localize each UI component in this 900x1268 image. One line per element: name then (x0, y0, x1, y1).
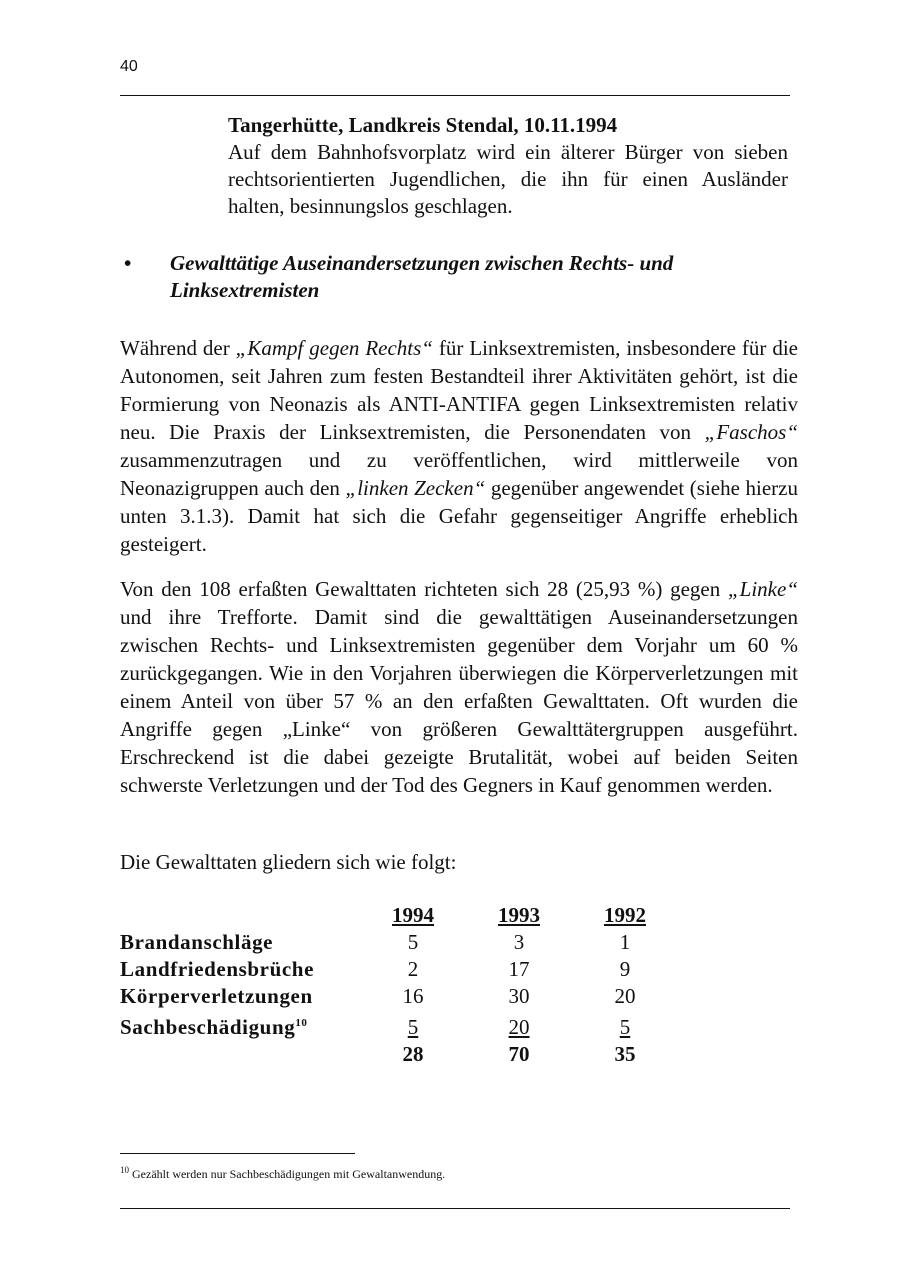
paragraph-2-text-c: und ihre Trefforte. Damit sind die gewalttätigen Auseinandersetzungen zwischen Rechts- und Linksextremisten gegenüber dem Vorjahr um 60 % zurückgegangen. Wie in den Vorjahren überwiegen die Körperverletzungen mit einem Anteil von über 57 % an den erfaßten Gewalttaten. Oft wurden die Angriffe gegen „Linke“ von größeren Gewalttätergruppen ausgeführt. Erschreckend ist die dabei gezeigte Brutalität, wobei auf beiden Seiten schwerste Verletzungen und der Tod des Gegners in Kauf genommen werden. (120, 605, 798, 797)
paragraph-1-text-a: Während der (120, 336, 236, 360)
paragraph-1-text-c: für Linksextremisten, insbesondere für die Autonomen, seit Jahren zum festen Bestandteil ihrer Aktivitäten gehört, ist die Formierung von Neonazis als ANTI-ANTIFA gegen Linksextremisten relativ neu. Die Praxis der Linksextremisten, die Personendaten von (120, 336, 798, 444)
paragraph-3: Die Gewalttaten gliedern sich wie folgt: (120, 850, 457, 874)
table-row (120, 1010, 678, 1041)
total-cell: 70 (508, 1042, 530, 1066)
paragraph-2-text-a: Von den 108 erfaßten Gewalttaten richteten sich 28 (25,93 %) gegen (120, 577, 728, 601)
table-cell (360, 1010, 466, 1041)
event-text: Auf dem Bahnhofsvorplatz wird ein älterer Bürger von sieben rechtsorientierten Jugendlichen, die ihn für einen Ausländer halten, besinnungslos geschlagen. (228, 140, 788, 218)
table-header-empty (120, 902, 360, 929)
footer-rule (120, 1208, 790, 1209)
table-cell: 20 (614, 984, 636, 1008)
table-cell (572, 1010, 678, 1041)
table-cell: 17 (508, 957, 530, 981)
bullet-icon: • (124, 251, 132, 275)
footnote-text: Gezählt werden nur Sachbeschädigungen mit Gewaltanwendung. (132, 1167, 446, 1181)
footnote-marker: 10 (120, 1165, 129, 1175)
page-number: 40 (120, 58, 138, 75)
totals-row (120, 1041, 678, 1068)
total-cell: 35 (614, 1042, 636, 1066)
paragraph-1-text-g: gegenüber angewendet (siehe hierzu unten 3.1.3). Damit hat sich die Gefahr gegenseitiger Angriffe erheblich gesteigert. (120, 476, 798, 556)
paragraph-1 (120, 334, 798, 558)
table-cell: 30 (508, 984, 530, 1008)
footnote-rule (120, 1153, 355, 1154)
quote-faschos: „Faschos“ (704, 420, 798, 444)
quote-linke: „Linke“ (727, 577, 798, 601)
row-label-text: Sachbeschädigung (120, 1015, 296, 1039)
year-header: 1992 (604, 903, 646, 927)
row-label (120, 1010, 360, 1041)
table-cell: 1 (619, 930, 631, 954)
quote-kampf-gegen-rechts: „Kampf gegen Rechts“ (235, 336, 433, 360)
table-cell: 2 (407, 957, 419, 981)
year-header: 1993 (498, 903, 540, 927)
table-row (120, 956, 678, 983)
table-cell-value: 5 (407, 1015, 419, 1039)
table-header-row (120, 902, 678, 929)
section-heading: Gewalttätige Auseinandersetzungen zwischen Rechts- und Linksextremisten (170, 251, 674, 302)
table-row (120, 929, 678, 956)
event-entry (228, 112, 788, 220)
row-label: Körperverletzungen (120, 984, 313, 1008)
table-cell-value: 5 (619, 1015, 631, 1039)
year-header: 1994 (392, 903, 434, 927)
table-row (120, 983, 678, 1010)
table-cell-value: 20 (508, 1015, 530, 1039)
table-cell: 5 (407, 930, 419, 954)
row-label: Brandanschläge (120, 930, 274, 954)
totals-label-empty (120, 1041, 360, 1068)
paragraph-2 (120, 575, 798, 799)
violence-statistics-table (120, 902, 678, 1068)
header-rule (120, 95, 790, 96)
table-cell (466, 1010, 572, 1041)
event-heading: Tangerhütte, Landkreis Stendal, 10.11.1994 (228, 113, 618, 137)
table-cell: 3 (513, 930, 525, 954)
table-cell: 16 (402, 984, 424, 1008)
table-cell: 9 (619, 957, 631, 981)
paragraph-1-text-e: zusammenzutragen und zu veröffentlichen, wird mittlerweile von Neonazigruppen auch den (120, 448, 798, 500)
footnote (120, 1162, 445, 1182)
row-label: Landfriedensbrüche (120, 957, 314, 981)
quote-linken-zecken: „linken Zecken“ (345, 476, 486, 500)
total-cell: 28 (402, 1042, 424, 1066)
footnote-ref: 10 (295, 1017, 308, 1029)
